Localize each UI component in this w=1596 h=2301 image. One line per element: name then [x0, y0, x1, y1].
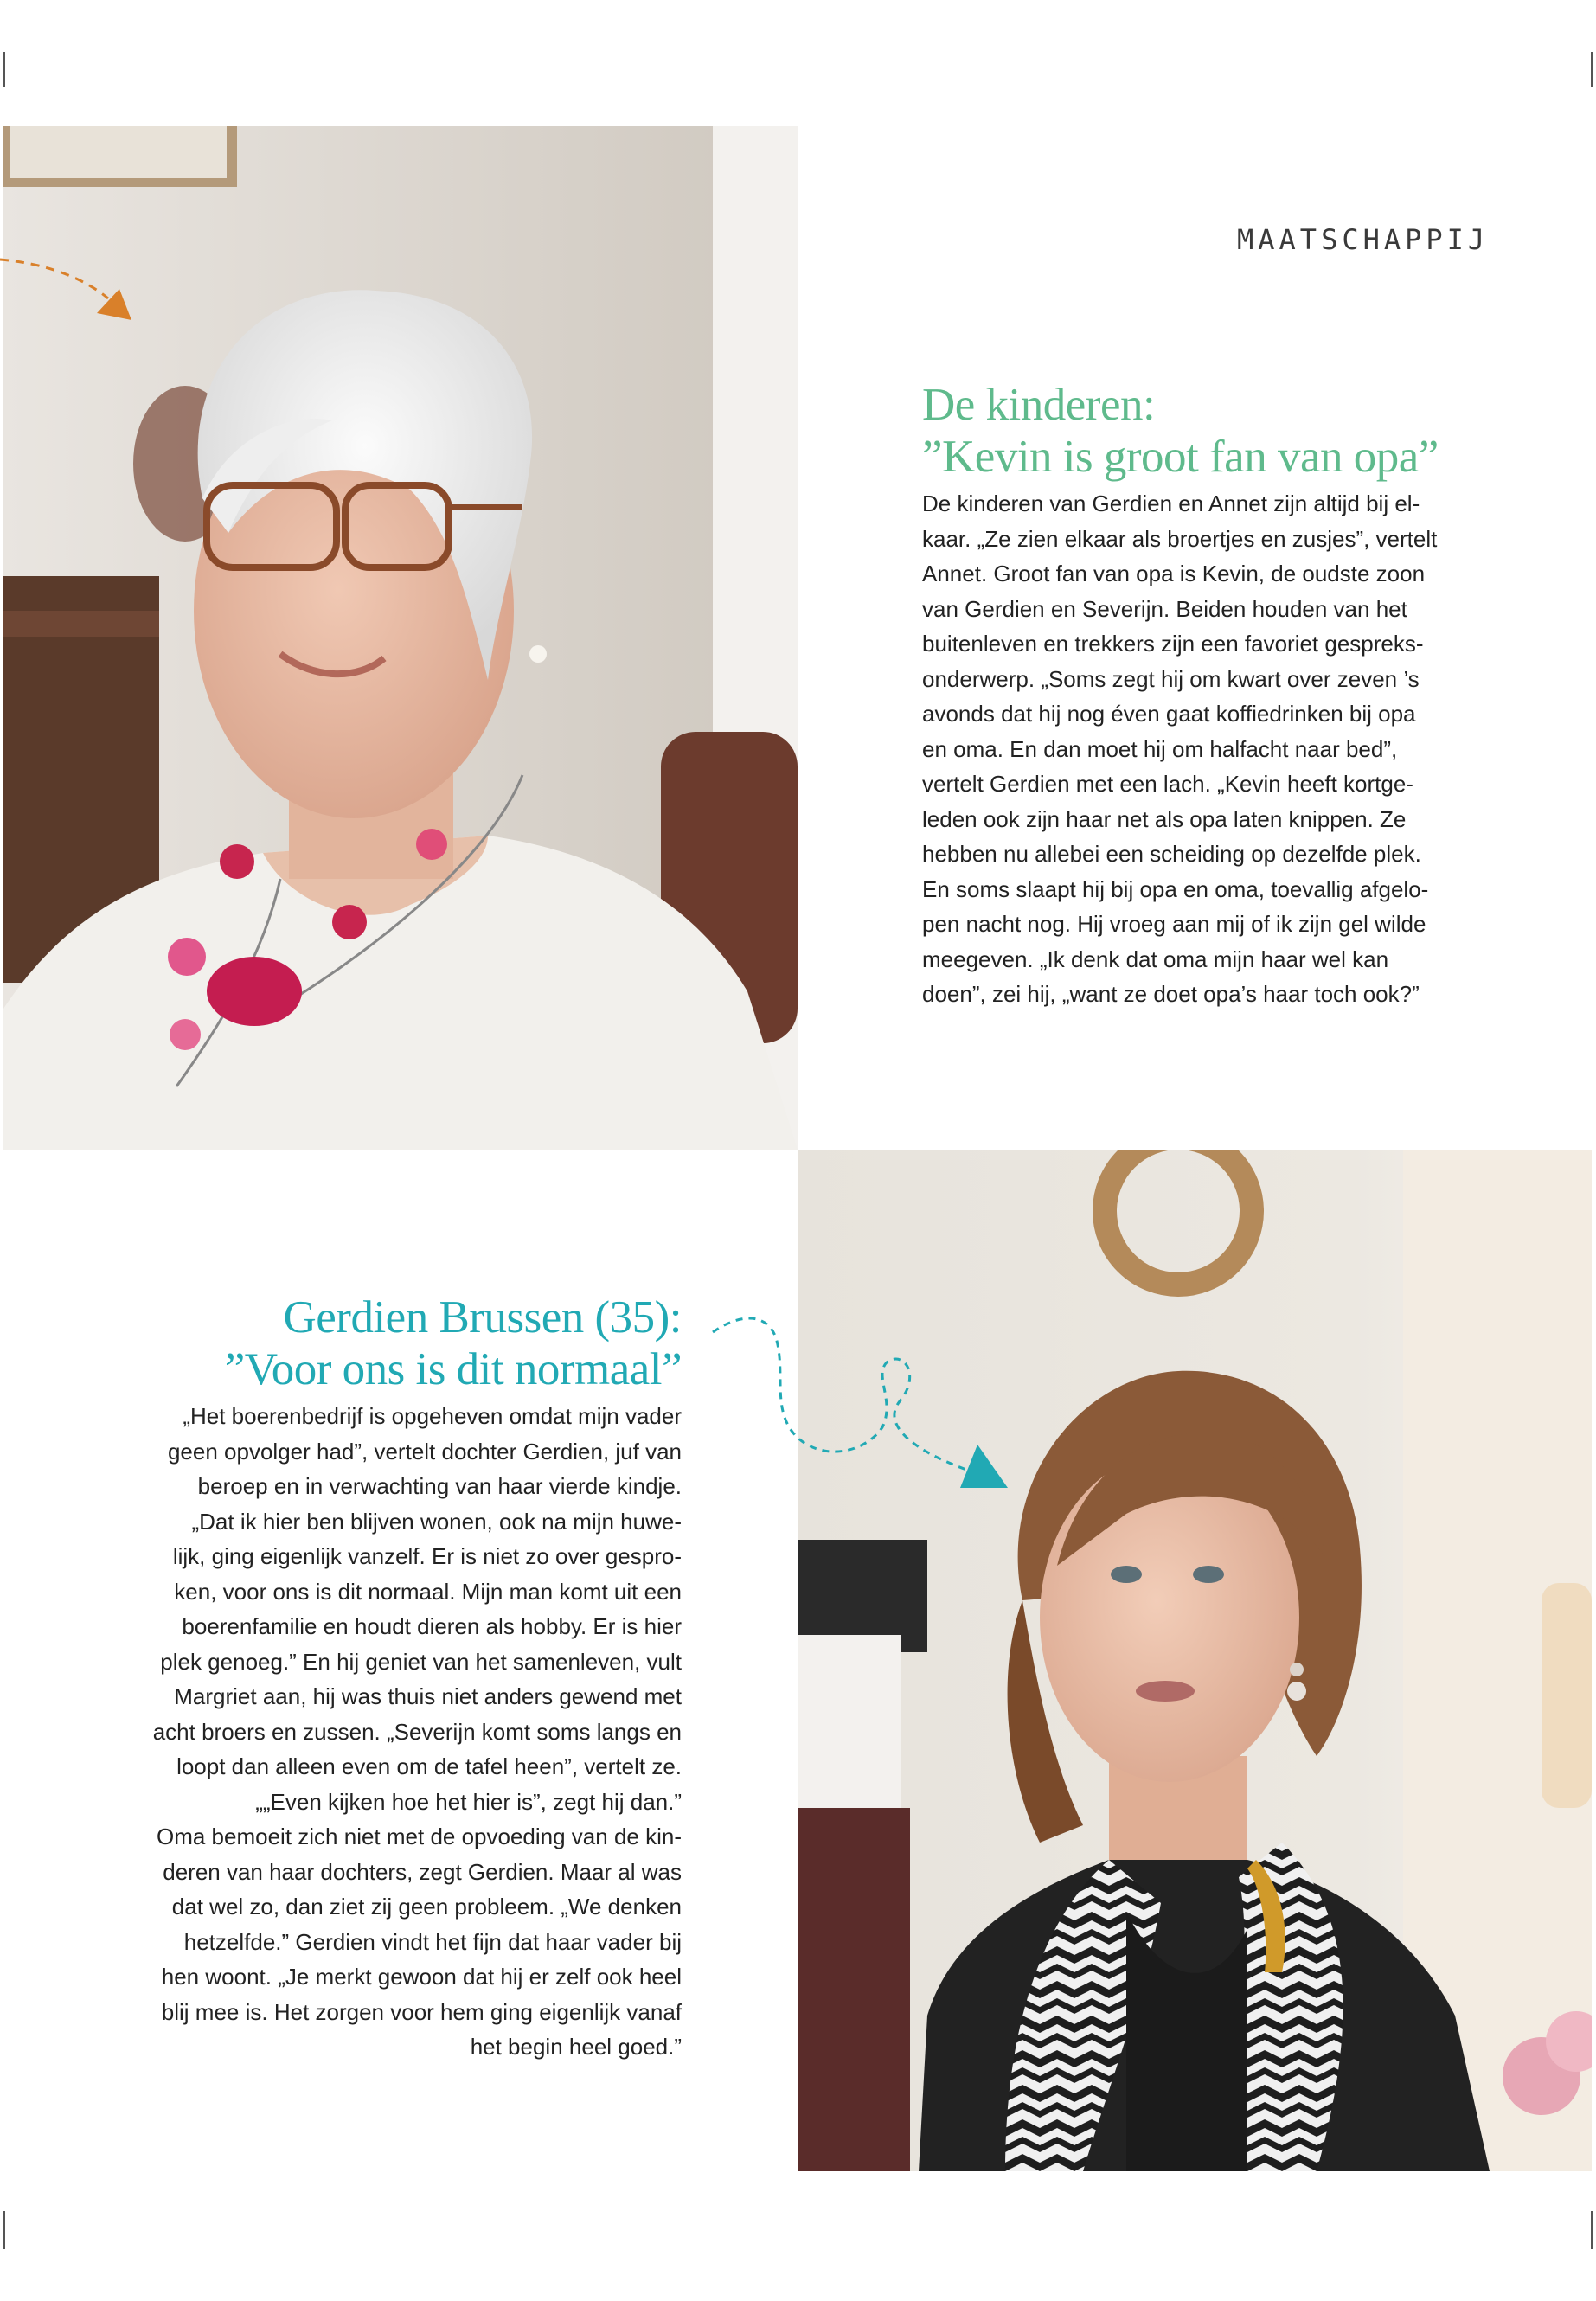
article-top-body — [922, 486, 1471, 1012]
body-line: dat wel zo, dan ziet zij geen probleem. „We denken — [171, 1894, 682, 1920]
article-bottom-body — [87, 1399, 682, 2065]
article-bottom-heading-line2: ”Voor ons is dit normaal” — [224, 1344, 682, 1394]
body-line: Annet. Groot fan van opa is Kevin, de oudste zoon — [922, 561, 1426, 586]
body-line: ken, voor ons is dit normaal. Mijn man komt uit een — [174, 1578, 682, 1605]
body-line: Margriet aan, hij was thuis niet anders gewend met — [174, 1683, 682, 1709]
body-line: lijk, ging eigenlijk vanzelf. Er is niet zo over gespro- — [172, 1543, 682, 1569]
article-top-heading-line1: De kinderen: — [922, 380, 1156, 430]
body-line: kaar. „Ze zien elkaar als broertjes en zusjes”, vertelt — [922, 525, 1438, 552]
body-line: plek genoeg.” En hij geniet van het samenleven, vult — [160, 1648, 682, 1675]
crop-mark-top-right — [1591, 52, 1593, 87]
body-line: blij mee is. Het zorgen voor hem ging eigenlijk vanaf — [161, 1998, 682, 2025]
body-line: pen nacht nog. Hij vroeg aan mij of ik zijn gel wilde — [922, 911, 1426, 937]
body-line: deren van haar dochters, zegt Gerdien. Maar al was — [163, 1858, 682, 1885]
body-line: doen”, zei hij, „want ze doet opa’s haar toch ook?” — [922, 981, 1420, 1007]
article-top-heading-line2: ”Kevin is groot fan van opa” — [922, 432, 1439, 482]
body-line: acht broers en zussen. „Severijn komt soms langs en — [152, 1718, 682, 1745]
body-line: beroep en in verwachting van haar vierde kindje. — [197, 1473, 682, 1499]
body-line: En soms slaapt hij bij opa en oma, toevallig afgelo- — [922, 875, 1429, 902]
article-bottom-heading — [130, 1292, 682, 1395]
body-line: buitenleven en trekkers zijn een favoriet gespreks- — [922, 631, 1424, 657]
body-line: meegeven. „Ik denk dat oma mijn haar wel kan — [922, 945, 1389, 972]
body-line: geen opvolger had”, vertelt dochter Gerdien, juf van — [167, 1438, 682, 1465]
section-label: MAATSCHAPPIJ — [1237, 223, 1490, 256]
body-line: loopt dan alleen even om de tafel heen”, vertelt ze. — [176, 1753, 682, 1779]
body-line: onderwerp. „Soms zegt hij om kwart over zeven ’s — [922, 665, 1420, 692]
body-line: „„Even kijken hoe het hier is”, zegt hij dan.” — [255, 1788, 682, 1815]
dashed-arrow-icon-top — [0, 251, 147, 337]
body-line: hebben nu allebei een scheiding op dezelfde plek. — [922, 841, 1421, 867]
crop-mark-bottom-left — [3, 2211, 5, 2249]
dashed-arrow-icon-bottom — [709, 1306, 1021, 1548]
crop-mark-top-left — [3, 52, 5, 87]
article-top-heading — [922, 379, 1439, 483]
body-line: het begin heel goed.” — [470, 2034, 682, 2060]
photo-woman — [798, 1150, 1592, 2171]
body-line: hetzelfde.” Gerdien vindt het fijn dat haar vader bij — [183, 1928, 682, 1955]
body-line: „Het boerenbedrijf is opgeheven omdat mijn vader — [183, 1403, 682, 1429]
body-line: De kinderen van Gerdien en Annet zijn altijd bij el- — [922, 490, 1420, 516]
body-line: boerenfamilie en houdt dieren als hobby. Er is hier — [182, 1613, 682, 1639]
body-line: vertelt Gerdien met een lach. „Kevin heeft kortge- — [922, 771, 1413, 797]
body-line: leden ook zijn haar net als opa laten knippen. Ze — [922, 805, 1407, 832]
body-line: van Gerdien en Severijn. Beiden houden van het — [922, 595, 1407, 622]
body-line: Oma bemoeit zich niet met de opvoeding van de kin- — [156, 1823, 682, 1849]
body-line: en oma. En dan moet hij om halfacht naar bed”, — [922, 735, 1398, 762]
body-line: avonds dat hij nog éven gaat koffiedrinken bij opa — [922, 701, 1416, 727]
body-line: hen woont. „Je merkt gewoon dat hij er zelf ook heel — [161, 1964, 682, 1990]
article-bottom-heading-line1: Gerdien Brussen (35): — [283, 1292, 682, 1343]
crop-mark-bottom-right — [1591, 2211, 1593, 2249]
body-line: „Dat ik hier ben blijven wonen, ook na mijn huwe- — [191, 1508, 682, 1535]
